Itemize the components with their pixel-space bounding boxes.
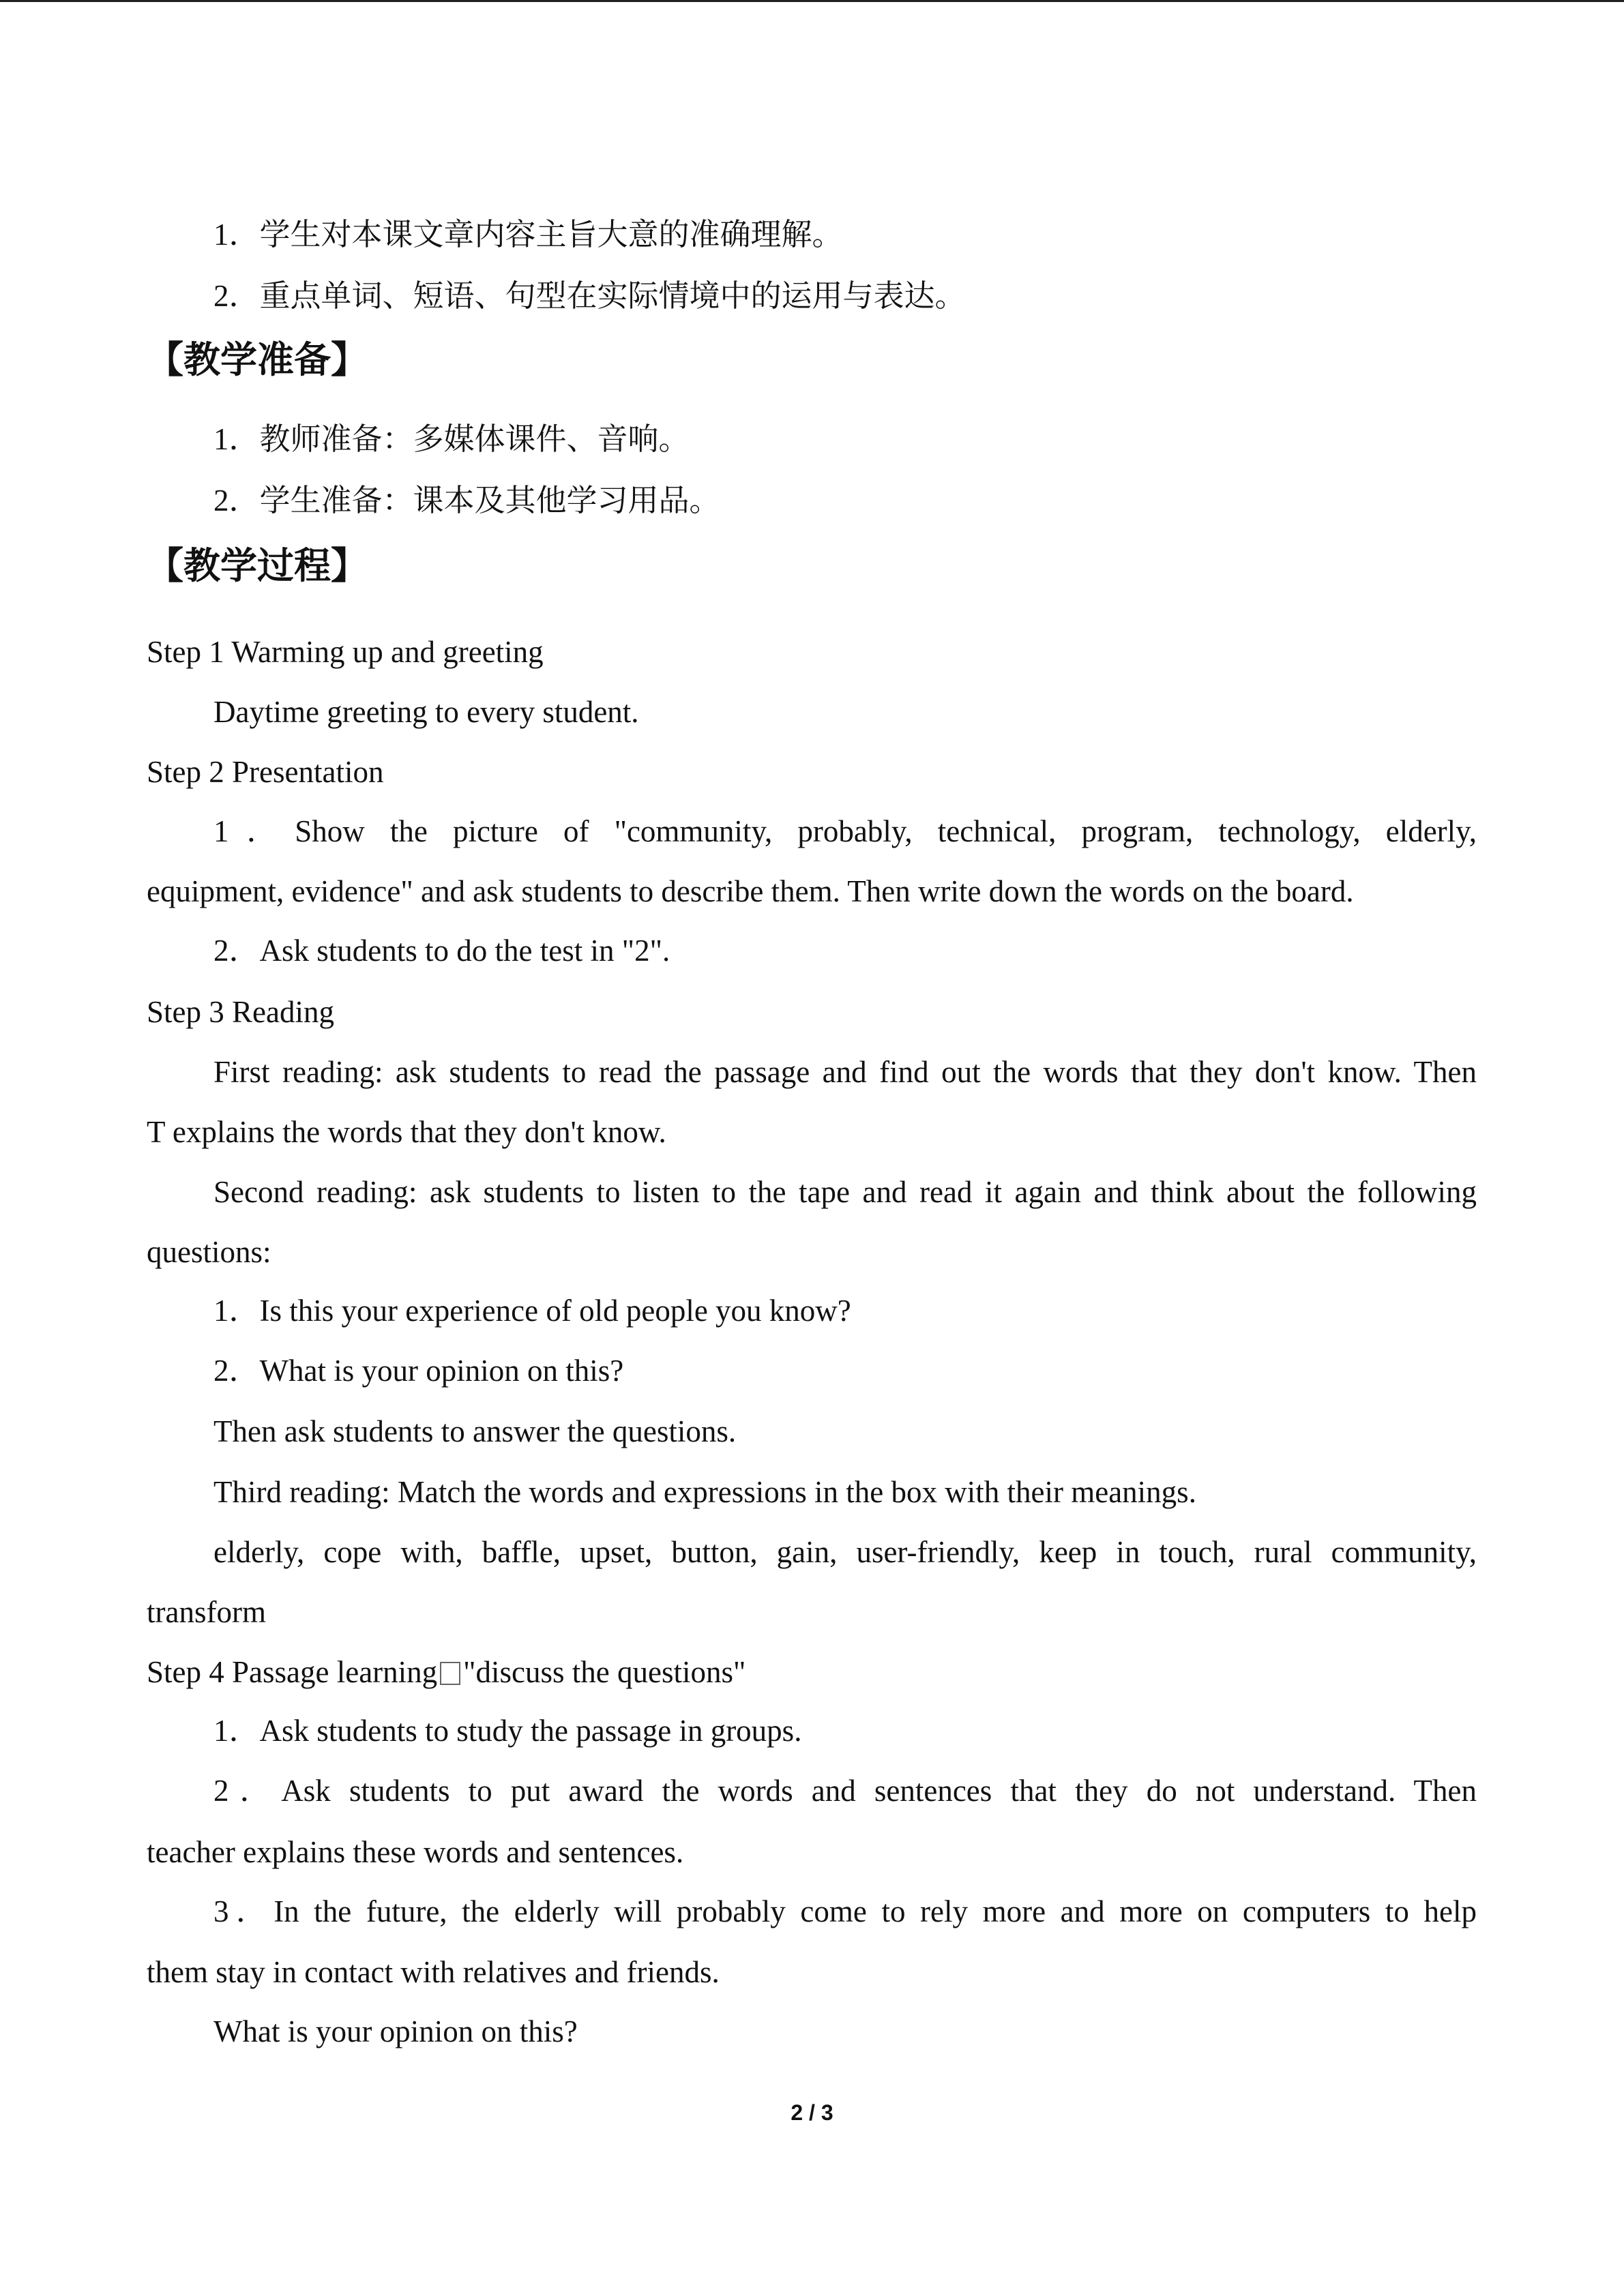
page-number: 2 / 3	[791, 2100, 833, 2125]
step3-question-2: 2．What is your opinion on this?	[213, 1354, 624, 1388]
objective-2: 2．重点单词、短语、句型在实际情境中的运用与表达。	[213, 279, 966, 313]
step4-item2-line1: 2．Ask students to put award the words and sentences that they do not understand. Then	[213, 1774, 1477, 1808]
step2-item1-line2: equipment, evidence" and ask students to describe them. Then write down the words on the board.	[147, 874, 1354, 908]
step3-words-line1: elderly, cope with, baffle, upset, button, gain, user-friendly, keep in touch, rural community,	[213, 1535, 1477, 1569]
process-heading: 【教学过程】	[147, 544, 368, 587]
step4-title	[147, 1642, 1477, 1702]
step2-title: Step 2 Presentation	[147, 755, 384, 789]
step4-item3-line1: 3．In the future, the elderly will probably come to rely more and more on computers to help	[213, 1894, 1477, 1928]
step1-text: Daytime greeting to every student.	[213, 695, 639, 729]
page-top-border	[0, 0, 1624, 2]
step4-question: What is your opinion on this?	[213, 2014, 578, 2048]
step3-then: Then ask students to answer the questions.	[213, 1414, 737, 1448]
step3-first-line2: T explains the words that they don't know.	[147, 1115, 666, 1149]
preparation-item-2: 2．学生准备：课本及其他学习用品。	[213, 483, 720, 518]
step4-item-1: 1．Ask students to study the passage in groups.	[213, 1714, 802, 1748]
preparation-heading: 【教学准备】	[147, 338, 368, 381]
step4-item3-line2: them stay in contact with relatives and friends.	[147, 1955, 720, 1989]
step3-title: Step 3 Reading	[147, 995, 334, 1029]
preparation-item-1: 1．教师准备：多媒体课件、音响。	[213, 422, 690, 456]
objective-1: 1．学生对本课文章内容主旨大意的准确理解。	[213, 218, 843, 252]
step3-words-line2: transform	[147, 1595, 266, 1629]
step3-second-line2: questions:	[147, 1235, 271, 1269]
step3-question-1: 1．Is this your experience of old people you know?	[213, 1294, 851, 1328]
step4-item2-line2: teacher explains these words and sentences.	[147, 1835, 684, 1869]
step4-title-a: Step 4 Passage learning	[147, 1655, 438, 1689]
missing-glyph-box	[440, 1662, 460, 1685]
step3-first-line1: First reading: ask students to read the passage and find out the words that they don't know. Then	[213, 1055, 1477, 1089]
step2-item1-line1: 1．Show the picture of "community, probably, technical, program, technology, elderly,	[213, 814, 1477, 848]
step4-title-b: "discuss the questions"	[463, 1655, 746, 1689]
step2-item2: 2．Ask students to do the test in "2".	[213, 934, 670, 968]
step3-second-line1: Second reading: ask students to listen to the tape and read it again and think about the following	[213, 1175, 1477, 1209]
step3-third: Third reading: Match the words and expressions in the box with their meanings.	[213, 1475, 1196, 1509]
step1-title: Step 1 Warming up and greeting	[147, 635, 544, 669]
